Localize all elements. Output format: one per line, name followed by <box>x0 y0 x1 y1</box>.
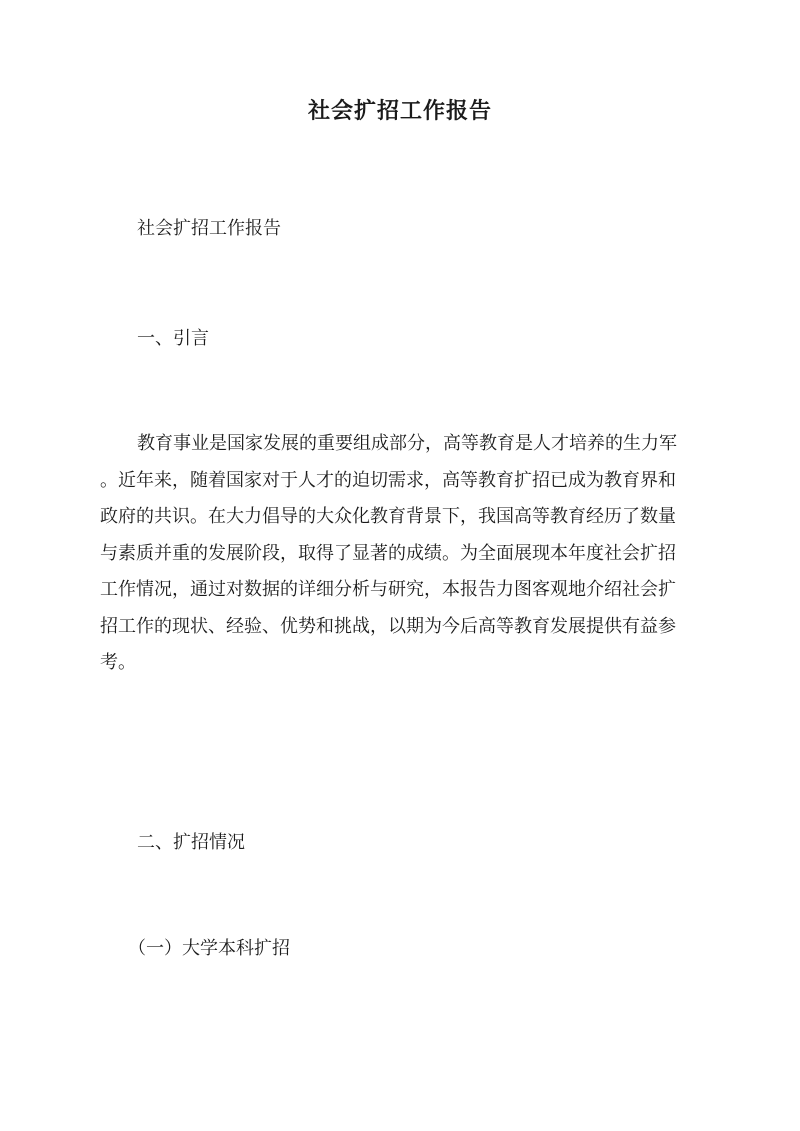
subsection-heading-undergraduate: （一）大学本科扩招 <box>128 938 290 959</box>
section-heading-enrollment: 二、扩招情况 <box>137 832 245 853</box>
section-heading-introduction: 一、引言 <box>137 328 209 349</box>
introduction-paragraph <box>100 426 712 682</box>
paragraph-line: 教育事业是国家发展的重要组成部分，高等教育是人才培养的生力军 <box>137 433 677 454</box>
paragraph-line: 工作情况，通过对数据的详细分析与研究，本报告力图客观地介绍社会扩 <box>100 579 676 600</box>
paragraph-line: 考。 <box>100 652 136 673</box>
paragraph-line: 与素质并重的发展阶段，取得了显著的成绩。为全面展现本年度社会扩招 <box>100 542 676 564</box>
paragraph-line: 政府的共识。在大力倡导的大众化教育背景下，我国高等教育经历了数量 <box>100 506 676 527</box>
document-subtitle: 社会扩招工作报告 <box>137 218 281 239</box>
paragraph-line: 。近年来，随着国家对于人才的迫切需求，高等教育扩招已成为教育界和 <box>100 469 676 491</box>
document-title: 社会扩招工作报告 <box>307 98 492 124</box>
paragraph-line: 招工作的现状、经验、优势和挑战，以期为今后高等教育发展提供有益参 <box>100 615 676 637</box>
